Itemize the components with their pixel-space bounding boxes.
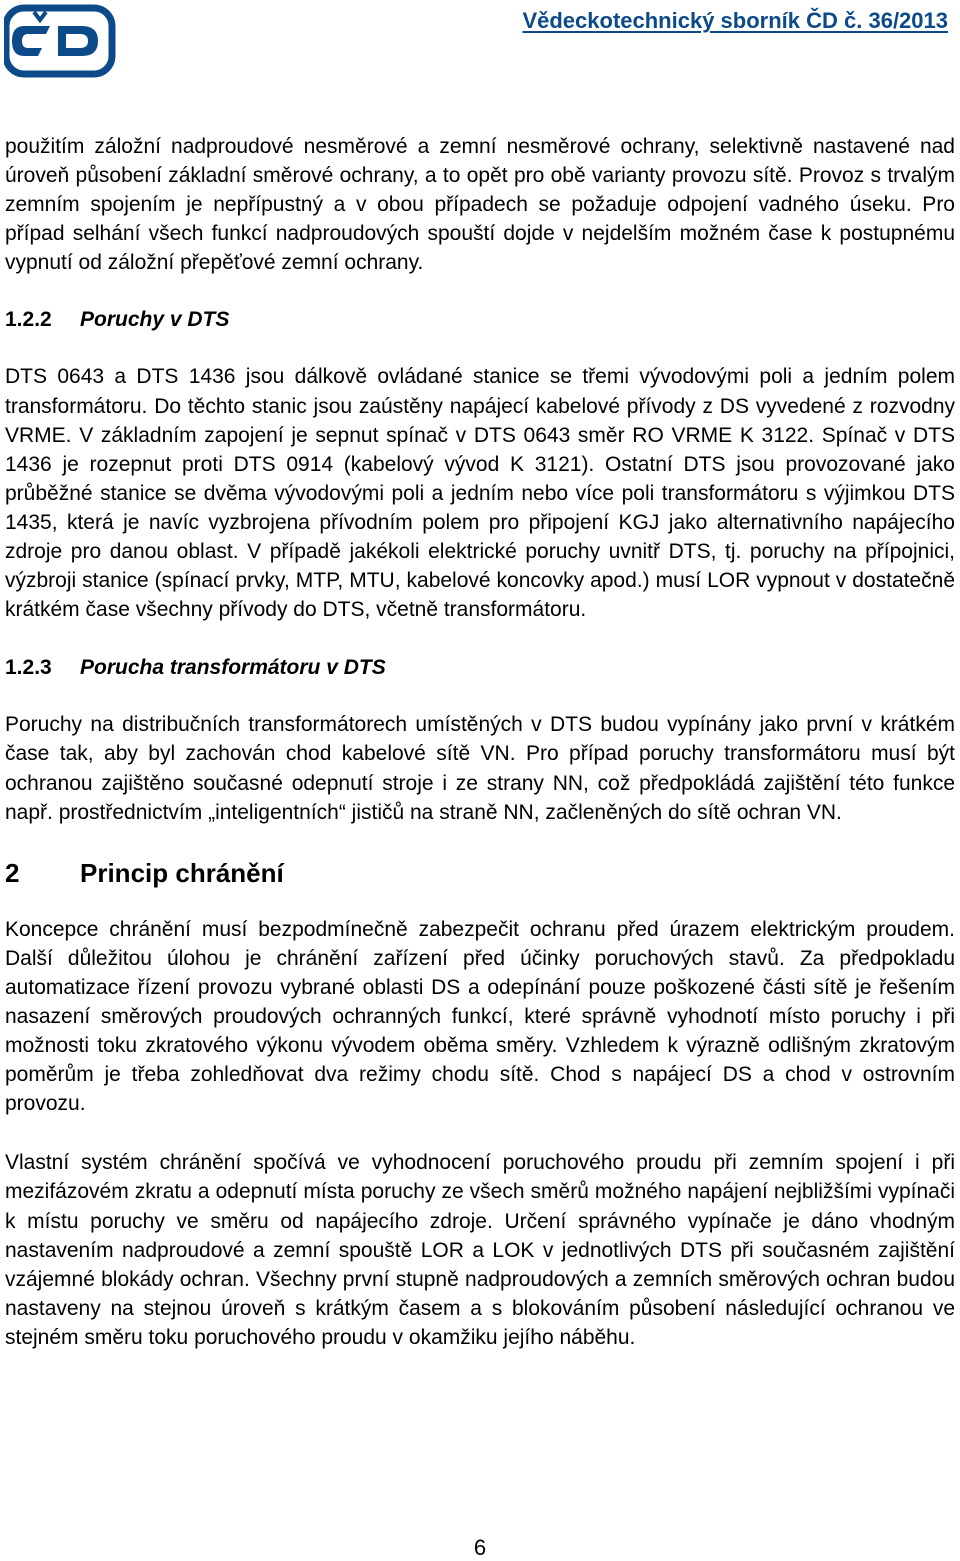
section-heading [5, 653, 955, 682]
paragraph: Poruchy na distribučních transformátorech umístěných v DTS budou vypínány jako první v krátkém čase tak, aby byl zachován chod kabelové sítě VN. Pro případ poruchy transformátoru musí být ochranou zajištěno současné odepnutí stroje i ze strany NN, což předpokládá zajištění této funkce např. prostřednictvím „inteligentních“ jističů na straně NN, začleněných do sítě ochran VN. [5, 713, 955, 824]
journal-title: Vědeckotechnický sborník ČD č. 36/2013 [522, 8, 948, 33]
page-header [0, 0, 960, 90]
section-number: 1.2.2 [5, 308, 52, 332]
section-title: Porucha transformátoru v DTS [80, 656, 386, 680]
section-heading [5, 305, 955, 334]
chapter-heading [5, 856, 955, 890]
section-number: 1.2.3 [5, 656, 52, 680]
chapter-title: Princip chránění [80, 857, 284, 888]
chapter-number: 2 [5, 857, 20, 888]
paragraph: Vlastní systém chránění spočívá ve vyhodnocení poruchového proudu při zemním spojení i při mezifázovém zkratu a odepnutí místa poruchy ze všech směrů možného napájení nejbližšími vypínači k místu poruchy ve směru od napájecího zdroje. Určení správného vypínače je dáno vhodným nastavením nadproudové a zemní spouště LOR a LOK v jednotlivých DTS při současném zajištění vzájemné blokády ochran. Všechny první stupně nadproudových a zemních směrových ochran budou nastaveny na stejnou úroveň s krátkým časem a s blokováním působení následující ochranou ve stejném směru toku poruchového proudu v okamžiku jejího náběhu. [5, 1151, 955, 1349]
page-number: 6 [473, 1535, 487, 1560]
paragraph: Koncepce chránění musí bezpodmínečně zabezpečit ochranu před úrazem elektrickým proudem. Další důležitou úlohou je chránění zařízení před účinky poruchových stavů. Za předpokladu automatizace řízení provozu vybrané oblasti DS a odepínání pouze poškozené části sítě je řešením nasazení směrových proudových ochranných funkcí, které správně vyhodnotí místo poruchy i při možnosti toku zkratového výkonu vývodem oběma směry. Vzhledem k výrazně odlišným zkratovým poměrům je třeba zohledňovat dva režimy chodu sítě. Chod s napájecí DS a chod v ostrovním provozu. [5, 917, 955, 1116]
paragraph: DTS 0643 a DTS 1436 jsou dálkově ovládané stanice se třemi vývodovými poli a jedním polem transformátoru. Do těchto stanic jsou zaústěny napájecí kabelové přívody z DS vyvedené z rozvodny VRME. V základním zapojení je sepnut spínač v DTS 0643 směr RO VRME K 3122. Spínač v DTS 1436 je rozepnut proti DTS 0914 (kabelový vývod K 3121). Ostatní DTS jsou provozované jako průběžné stanice se dvěma vývodovými poli a jedním nebo více poli transformátoru s výjimkou DTS 1435, která je navíc vyzbrojena přívodním polem pro připojení KGJ jako alternativního napájecího zdroje pro danou oblast. V případě jakékoli elektrické poruchy uvnitř DTS, tj. poruchy na přípojnici, výzbroji stanice (spínací prvky, MTP, MTU, kabelové koncovky apod.) musí LOR vypnout v dostatečně krátkém čase všechny přívody do DTS, včetně transformátoru. [5, 365, 955, 622]
section-title: Poruchy v DTS [80, 308, 230, 332]
article-body [5, 132, 955, 1380]
paragraph: použitím záložní nadproudové nesměrové a zemní nesměrové ochrany, selektivně nastavené nad úroveň působení základní směrové ochrany, a to opět pro obě varianty provozu sítě. Provoz s trvalým zemním spojením je nepřípustný a v obou případech se požaduje odpojení vadného úseku. Pro případ selhání všech funkcí nadproudových spouští dojde v nejdelším možném čase k postupnému vypnutí od záložní přepěťové zemní ochrany. [5, 135, 955, 275]
cd-logo-icon [4, 4, 116, 78]
